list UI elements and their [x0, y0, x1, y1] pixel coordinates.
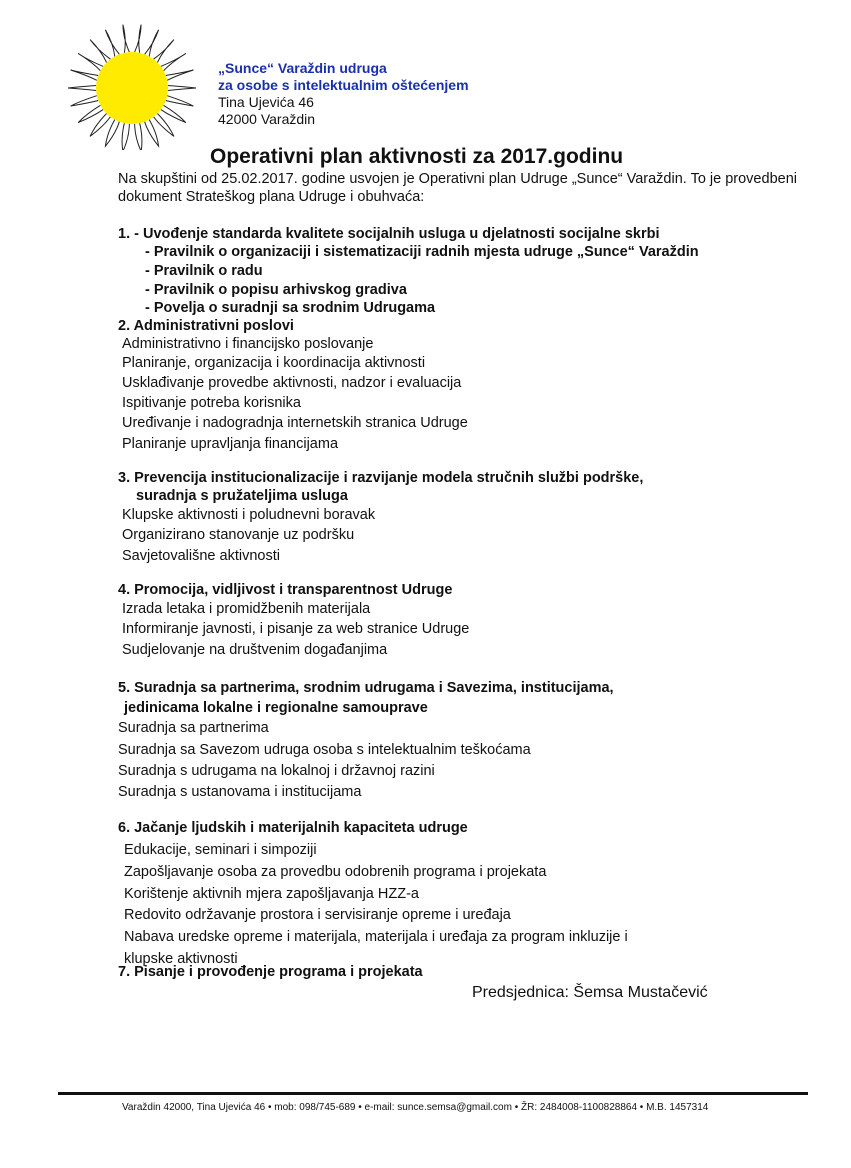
org-address-street: Tina Ujevića 46 — [218, 94, 314, 110]
signature-line: Predsjednica: Šemsa Mustačević — [472, 984, 708, 1001]
section-3-item: Organizirano stanovanje uz podršku — [122, 527, 355, 543]
sun-ray — [166, 96, 194, 106]
section-6-item: klupske aktivnosti — [124, 951, 238, 967]
sun-ray — [154, 40, 174, 63]
section-5-heading: 5. Suradnja sa partnerima, srodnim udrugama i Savezima, institucijama, — [118, 680, 614, 696]
section-1-heading: 1. - Uvođenje standarda kvalitete socijalnih usluga u djelatnosti socijalne skrbi — [118, 226, 660, 242]
section-5-item: Suradnja sa Savezom udruga osoba s intelektualnim teškoćama — [118, 742, 531, 758]
footer-contact: Varaždin 42000, Tina Ujevića 46 • mob: 098/745-689 • e-mail: sunce.semsa@gmail.com • ŽR: 2484008-1100828864 • M.B. 1457314 — [122, 1102, 709, 1113]
section-5-item: Suradnja sa partnerima — [118, 720, 269, 736]
section-4-item: Sudjelovanje na društvenim događanjima — [122, 642, 388, 658]
sun-ray — [122, 123, 129, 150]
sun-logo — [62, 20, 202, 150]
sun-ray — [135, 25, 141, 53]
sun-ray — [145, 120, 159, 147]
org-name-line1: „Sunce“ Varaždin udruga — [218, 60, 387, 76]
sun-ray — [68, 85, 96, 90]
footer-divider — [58, 1092, 808, 1095]
section-6-item: Korištenje aktivnih mjera zapošljavanja HZZ-a — [124, 886, 419, 902]
section-6-item: Edukacije, seminari i simpoziji — [124, 842, 317, 858]
organization-header — [218, 60, 469, 128]
section-1-item: - Pravilnik o popisu arhivskog gradiva — [145, 282, 407, 298]
section-2-item: Usklađivanje provedbe aktivnosti, nadzor i evaluacija — [122, 375, 462, 391]
sun-ray — [135, 123, 142, 150]
org-name-line2: za osobe s intelektualnim oštećenjem — [218, 77, 469, 93]
section-4-item: Informiranje javnosti, i pisanje za web stranice Udruge — [122, 621, 470, 637]
sun-ray — [90, 113, 110, 136]
section-3-heading: 3. Prevencija institucionalizacije i razvijanje modela stručnih službi podrške, — [118, 470, 644, 486]
sun-ray — [78, 53, 103, 70]
section-7-heading: 7. Pisanje i provođenje programa i projekata — [118, 964, 423, 980]
section-1-item: - Povelja o suradnji sa srodnim Udrugama — [145, 300, 436, 316]
org-address-city: 42000 Varaždin — [218, 111, 316, 127]
section-5-heading-cont: jedinicama lokalne i regionalne samouprave — [124, 700, 428, 716]
sun-ray — [105, 30, 119, 57]
section-4-heading: 4. Promocija, vidljivost i transparentnost Udruge — [118, 582, 453, 598]
section-2-item: Ispitivanje potreba korisnika — [122, 395, 301, 411]
intro-paragraph: Na skupštini od 25.02.2017. godine usvojen je Operativni plan Udruge „Sunce“ Varaždin. To je provedbeni dokument Strateškog plana Udruge i obuhvaća: — [118, 171, 797, 205]
section-6-item: Zapošljavanje osoba za provedbu odobrenih programa i projekata — [124, 864, 547, 880]
sun-ray — [161, 53, 186, 70]
sun-ray — [90, 40, 110, 63]
sun-ray — [154, 113, 174, 136]
section-3-item: Savjetovališne aktivnosti — [122, 548, 280, 564]
sun-ray — [105, 120, 119, 147]
section-2-item: Uređivanje i nadogradnja internetskih stranica Udruge — [122, 415, 468, 431]
sun-ray — [71, 70, 99, 80]
sun-ray — [71, 96, 99, 106]
section-2-item: Administrativno i financijsko poslovanje — [122, 336, 374, 352]
section-6-item: Nabava uredske opreme i materijala, materijala i uređaja za program inkluzije i — [124, 929, 628, 945]
sun-ray — [166, 70, 194, 80]
sun-ray — [123, 25, 129, 53]
section-4-item: Izrada letaka i promidžbenih materijala — [122, 601, 371, 617]
section-6-item: Redovito održavanje prostora i servisiranje opreme i uređaja — [124, 907, 511, 923]
section-3-heading-cont: suradnja s pružateljima usluga — [136, 488, 348, 504]
section-5-item: Suradnja s ustanovama i institucijama — [118, 784, 362, 800]
section-1-item: - Pravilnik o organizaciji i sistematizaciji radnih mjesta udruge „Sunce“ Varaždin — [145, 244, 699, 260]
sun-ray — [168, 85, 196, 90]
section-2-heading: 2. Administrativni poslovi — [118, 318, 294, 334]
document-title: Operativni plan aktivnosti za 2017.godinu — [210, 145, 624, 168]
section-5-item: Suradnja s udrugama na lokalnoj i državnoj razini — [118, 763, 435, 779]
section-2-item: Planiranje upravljanja financijama — [122, 436, 339, 452]
sun-ray — [145, 30, 159, 57]
sun-ray — [161, 105, 186, 122]
sun-ray — [78, 105, 103, 122]
section-3-item: Klupske aktivnosti i poludnevni boravak — [122, 507, 376, 523]
section-1-item: - Pravilnik o radu — [145, 263, 263, 279]
section-6-heading: 6. Jačanje ljudskih i materijalnih kapaciteta udruge — [118, 820, 468, 836]
section-2-item: Planiranje, organizacija i koordinacija aktivnosti — [122, 355, 426, 371]
